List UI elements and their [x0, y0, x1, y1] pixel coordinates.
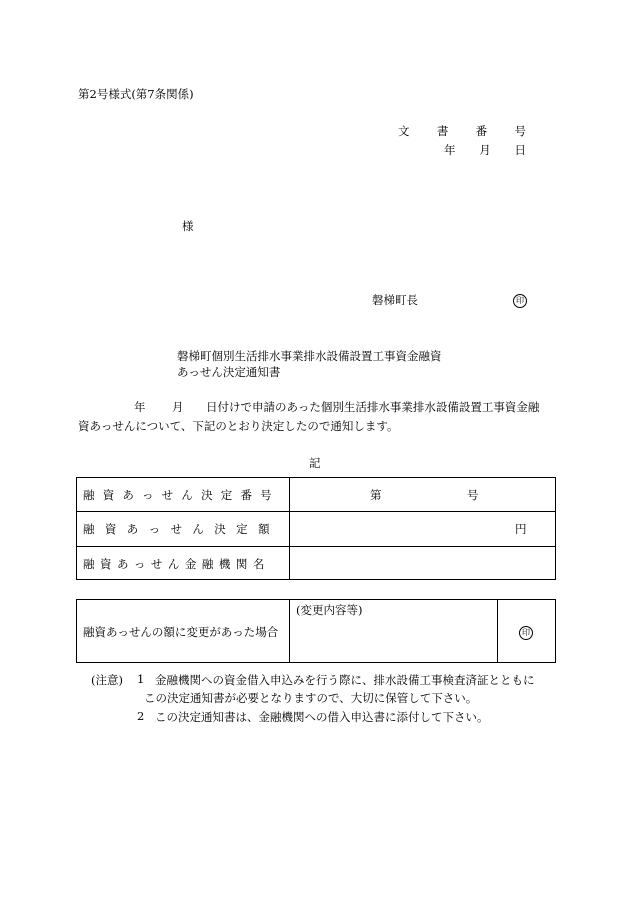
- note-1-text-cont: この決定通知書が必要となりますので、大切に保管して下さい。: [144, 691, 478, 705]
- change-seal: [519, 624, 533, 640]
- change-column-divider: [497, 600, 498, 662]
- decision-number-suffix: 号: [467, 488, 479, 502]
- table-column-divider: [289, 478, 290, 579]
- title-line-1: 磐梯町個別生活排水事業排水設備設置工事資金融資: [177, 349, 442, 363]
- decision-amount-unit: 円: [515, 522, 527, 536]
- issuer: 磐梯町長: [372, 293, 418, 307]
- body-month: 月: [172, 400, 184, 414]
- note-1-number: 1: [137, 672, 145, 686]
- notes-heading: (注意): [91, 673, 123, 687]
- doc-number-char-1: 文: [398, 124, 410, 138]
- change-content-label: (変更内容等): [296, 603, 363, 617]
- document-number-label: [398, 123, 526, 139]
- table-row-divider: [77, 546, 555, 547]
- doc-number-char-2: 書: [436, 124, 449, 138]
- date-year: 年: [444, 143, 456, 157]
- recipient-suffix: 様: [182, 219, 194, 233]
- seal-mark: 印: [513, 294, 527, 308]
- doc-number-char-3: 番: [475, 124, 488, 138]
- ki-heading: 記: [309, 456, 321, 470]
- note-1-text: 金融機関への資金借入申込みを行う際に、排水設備工事検査済証とともに: [155, 673, 535, 687]
- title-line-2: あっせん決定通知書: [177, 365, 281, 379]
- body-line-2: 資あっせんについて、下記のとおり決定したので通知します。: [78, 419, 399, 433]
- date-day: 日: [514, 143, 526, 157]
- date-month: 月: [479, 143, 491, 157]
- form-number: 第2号様式(第7条関係): [78, 87, 194, 101]
- change-column-divider: [289, 600, 290, 662]
- seal-mark: 印: [519, 626, 533, 640]
- decision-amount-label: 融資あっせん決定額: [83, 522, 280, 536]
- issuer-seal: [513, 292, 527, 308]
- note-2-text: この決定通知書は、金融機関への借入申込書に添付して下さい。: [155, 710, 489, 724]
- decision-table: [76, 477, 556, 580]
- body-year: 年: [134, 400, 146, 414]
- issue-date-label: [444, 142, 526, 158]
- decision-number-label: 融資あっせん決定番号: [83, 488, 280, 502]
- change-table: [76, 599, 556, 663]
- doc-number-char-4: 号: [514, 124, 526, 138]
- note-2-number: 2: [137, 709, 145, 723]
- change-label: 融資あっせんの額に変更があった場合: [83, 625, 279, 639]
- financial-institution-label: 融資あっせん金融機関名: [83, 557, 270, 571]
- table-row-divider: [77, 511, 555, 512]
- body-line-1: 日付けで申請のあった個別生活排水事業排水設備設置工事資金融: [206, 400, 540, 414]
- decision-number-prefix: 第: [370, 488, 382, 502]
